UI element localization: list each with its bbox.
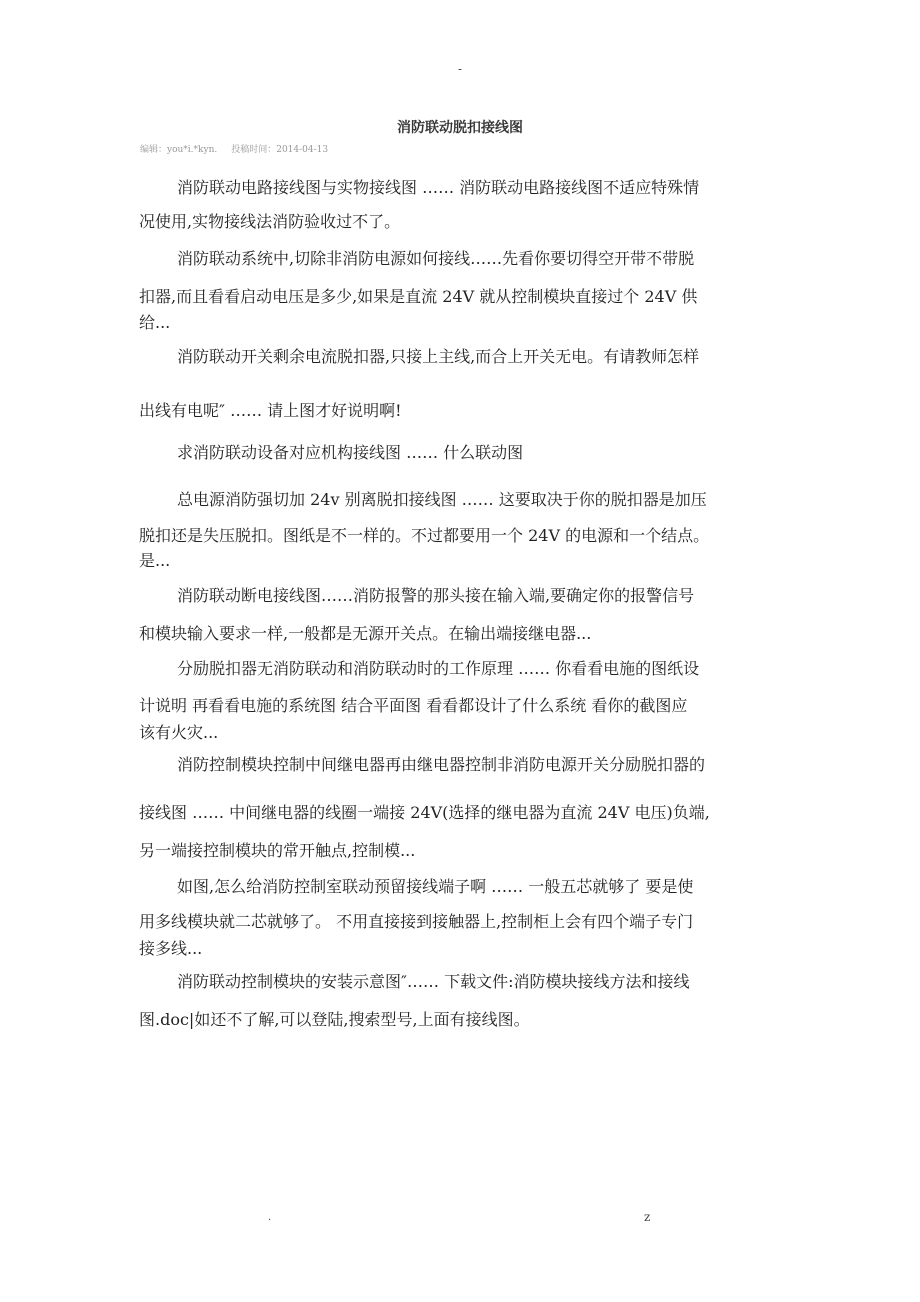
paragraph-9-line-1: 如图,怎么给消防控制室联动预留接线端子啊 …… 一般五芯就够了 要是使: [177, 877, 694, 896]
paragraph-3-line-2: 出线有电呢″ …… 请上图才好说明啊!: [139, 401, 402, 420]
paragraph-5-line-1: 总电源消防强切加 24v 别离脱扣接线图 …… 这要取决于你的脱扣器是加压: [177, 490, 707, 509]
paragraph-10-line-2: 图.doc|如还不了解,可以登陆,搜索型号,上面有接线图。: [139, 1010, 530, 1029]
paragraph-6-line-1: 消防联动断电接线图……消防报警的那头接在输入端,要确定你的报警信号: [177, 586, 695, 605]
paragraph-8-line-3: 另一端接控制模块的常开触点,控制模...: [139, 841, 416, 860]
paragraph-3-line-1: 消防联动开关剩余电流脱扣器,只接上主线,而合上开关无电。有请教师怎样: [177, 347, 700, 366]
paragraph-5-line-2: 脱扣还是失压脱扣。图纸是不一样的。不过都要用一个 24V 的电源和一个结点。: [139, 526, 710, 545]
header-mark: -: [457, 62, 463, 76]
paragraph-7-line-1: 分励脱扣器无消防联动和消防联动时的工作原理 …… 你看看电施的图纸设: [177, 659, 700, 678]
paragraph-9-line-2: 用多线模块就二芯就够了。 不用直接接到接触器上,控制柜上会有四个端子专门: [139, 912, 694, 931]
paragraph-8-line-1: 消防控制模块控制中间继电器再由继电器控制非消防电源开关分励脱扣器的: [177, 755, 706, 774]
paragraph-5-line-3: 是...: [139, 551, 171, 570]
paragraph-2-line-2: 扣器,而且看看启动电压是多少,如果是直流 24V 就从控制模块直接过个 24V 供: [139, 287, 698, 306]
paragraph-8-line-2: 接线图 …… 中间继电器的线圈一端接 24V(选择的继电器为直流 24V 电压)负端,: [139, 803, 710, 822]
paragraph-4-line-1: 求消防联动设备对应机构接线图 …… 什么联动图: [177, 443, 524, 462]
post-date: 投稿时间：2014-04-13: [231, 145, 329, 155]
paragraph-6-line-2: 和模块输入要求一样,一般都是无源开关点。在输出端接继电器...: [139, 624, 592, 643]
paragraph-9-line-3: 接多线...: [139, 939, 203, 958]
paragraph-7-line-2: 计说明 再看看电施的系统图 结合平面图 看看都设计了什么系统 看你的截图应: [139, 696, 688, 715]
footer-right-mark: z: [644, 1210, 651, 1224]
editor-text: 编辑：you*i.*kyn.: [140, 145, 218, 155]
footer-left-mark: .: [268, 1212, 272, 1223]
paragraph-10-line-1: 消防联动控制模块的安装示意图″…… 下载文件:消防模块接线方法和接线: [177, 972, 690, 991]
paragraph-1-line-2: 况使用,实物接线法消防验收过不了。: [139, 212, 401, 231]
paragraph-2-line-1: 消防联动系统中,切除非消防电源如何接线……先看你要切得空开带不带脱: [177, 249, 695, 268]
paragraph-2-line-3: 给...: [139, 313, 171, 332]
meta-line: [140, 142, 342, 155]
document-title: 消防联动脱扣接线图: [397, 120, 523, 136]
paragraph-1-line-1: 消防联动电路接线图与实物接线图 …… 消防联动电路接线图不适应特殊情: [177, 178, 700, 197]
paragraph-7-line-3: 该有火灾...: [139, 723, 219, 742]
